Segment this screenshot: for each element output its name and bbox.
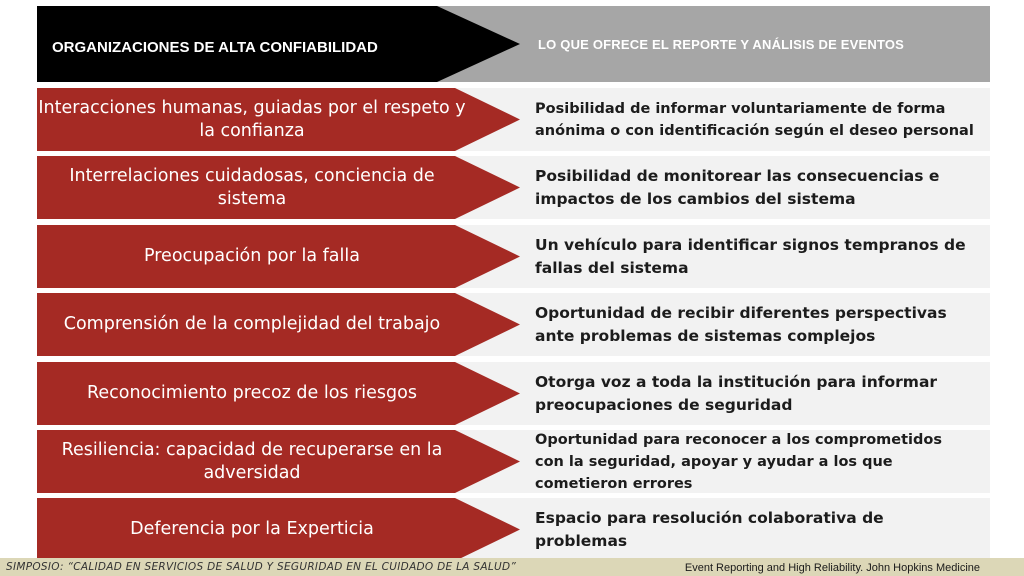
row-benefit: Posibilidad de monitorear las consecuencias e impactos de los cambios del sistema	[535, 166, 940, 208]
row-benefit: Posibilidad de informar voluntariamente de forma anónima o con identificación según el deseo personal	[535, 100, 974, 139]
row-characteristic: Resiliencia: capacidad de recuperarse en la adversidad	[61, 439, 443, 483]
row-characteristic: Comprensión de la complejidad del trabajo	[63, 314, 441, 334]
row-benefit: Espacio para resolución colaborativa de problemas	[535, 508, 884, 550]
table-row	[0, 225, 1024, 288]
table-row	[0, 362, 1024, 425]
row-characteristic: Interrelaciones cuidadosas, conciencia de sistema	[69, 165, 435, 209]
table-row	[0, 156, 1024, 219]
row-benefit: Otorga voz a toda la institución para informar preocupaciones de seguridad	[535, 372, 938, 414]
table-row	[0, 430, 1024, 493]
row-characteristic: Reconocimiento precoz de los riesgos	[87, 383, 417, 403]
row-characteristic: Deferencia por la Experticia	[130, 519, 374, 539]
table-row	[0, 88, 1024, 151]
footer-bar	[0, 558, 1024, 576]
header-right-title: LO QUE OFRECE EL REPORTE Y ANÁLISIS DE EVENTOS	[538, 37, 905, 52]
row-benefit: Oportunidad para reconocer a los comprometidos con la seguridad, apoyar y ayudar a los que cometieron errores	[535, 431, 942, 492]
footer-source: Event Reporting and High Reliability. John Hopkins Medicine	[684, 562, 980, 574]
header-left-title: ORGANIZACIONES DE ALTA CONFIABILIDAD	[52, 39, 378, 56]
row-benefit: Un vehículo para identificar signos tempranos de fallas del sistema	[535, 235, 966, 277]
row-characteristic: Preocupación por la falla	[144, 246, 360, 266]
row-benefit: Oportunidad de recibir diferentes perspectivas ante problemas de sistemas complejos	[535, 303, 947, 345]
footer-event-title: SIMPOSIO: “CALIDAD EN SERVICIOS DE SALUD Y SEGURIDAD EN EL CUIDADO DE LA SALUD”	[6, 561, 517, 573]
row-characteristic: Interacciones humanas, guiadas por el respeto y la confianza	[38, 97, 466, 141]
table-row	[0, 293, 1024, 356]
table-row	[0, 498, 1024, 561]
